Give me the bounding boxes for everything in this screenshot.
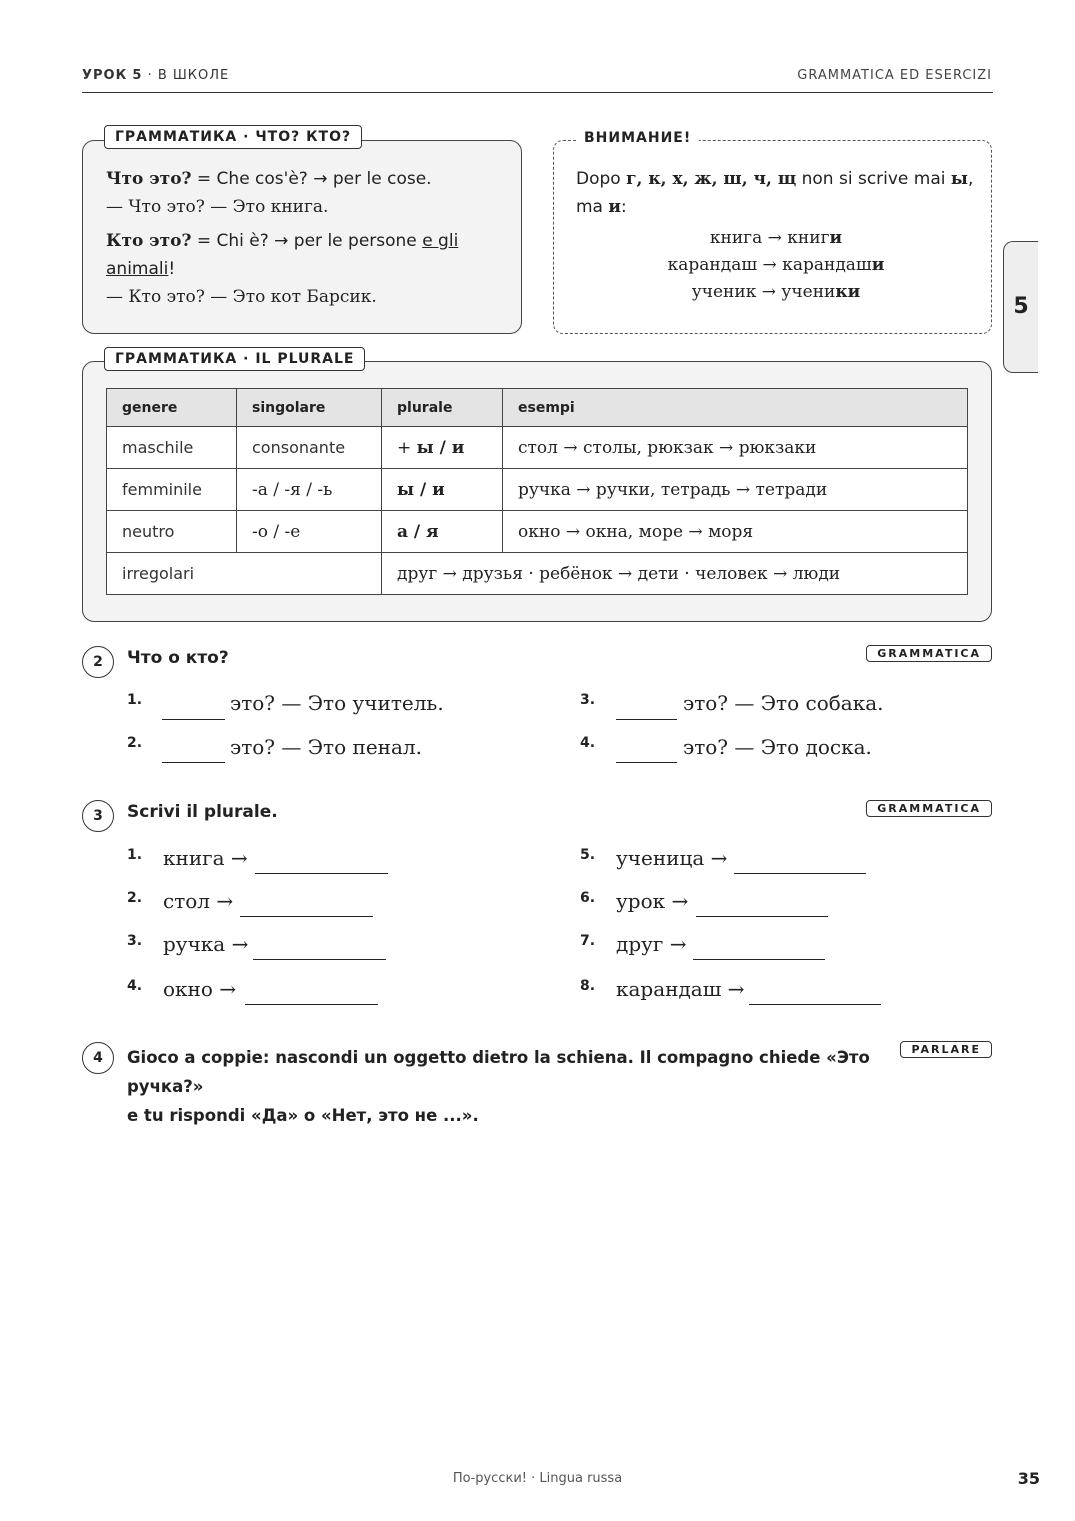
exercise-3-answer-blank[interactable] xyxy=(696,916,828,917)
attention-box-content xyxy=(576,165,976,306)
exercise-4-badge: PARLARE xyxy=(900,1041,992,1058)
attention-example: книга → книги xyxy=(709,228,843,248)
exercise-3-badge: GRAMMATICA xyxy=(866,800,992,817)
exercise-3-item-number: 4. xyxy=(127,978,143,994)
what-question: Что это? xyxy=(106,169,192,189)
exercise-2-item-text: это? — Это пенал. xyxy=(230,735,422,759)
what-meaning: = Che cos'è? → per le cose. xyxy=(191,169,432,189)
grammar-box-what-who-content xyxy=(106,165,506,311)
lesson-header xyxy=(82,68,229,83)
exercise-3-answer-blank[interactable] xyxy=(245,1004,378,1005)
exercise-3-item-number: 2. xyxy=(127,890,143,906)
exercise-3-item-text: ученица → xyxy=(616,846,728,870)
exercise-3-answer-blank[interactable] xyxy=(734,873,866,874)
esempi-cell: окно → окна, море → моря xyxy=(503,511,968,553)
exercise-3-answer-blank[interactable] xyxy=(749,1004,881,1005)
lesson-topic: · В ШКОЛЕ xyxy=(147,68,230,83)
esempi-cell: ручка → ручки, тетрадь → тетради xyxy=(503,469,968,511)
plurale-cell: а / я xyxy=(382,511,503,553)
singolare-cell: -а / -я / -ь xyxy=(237,469,382,511)
attention-box-tag: ВНИМАНИЕ! xyxy=(576,130,699,146)
exercise-3-answer-blank[interactable] xyxy=(240,916,373,917)
header-divider xyxy=(82,92,993,93)
singolare-cell: -о / -е xyxy=(237,511,382,553)
plurale-cell: + ы / и xyxy=(382,427,503,469)
lesson-label: УРОК xyxy=(82,68,128,83)
who-question: Кто это? xyxy=(106,231,192,251)
attention-example: карандаш → карандаши xyxy=(667,255,885,275)
page-number: 35 xyxy=(1017,1469,1040,1488)
table-row xyxy=(107,553,968,595)
exercise-2-answer-blank[interactable] xyxy=(162,762,225,763)
exercise-3-item-number: 5. xyxy=(580,847,596,863)
genere-cell: femminile xyxy=(107,469,237,511)
table-row xyxy=(107,511,968,553)
exercise-3-item-text: урок → xyxy=(616,889,689,913)
attention-examples xyxy=(576,225,976,306)
exercise-2-answer-blank[interactable] xyxy=(162,719,225,720)
what-example: — Что это? — Это книга. xyxy=(106,197,329,217)
exercise-2-item-text: это? — Это учитель. xyxy=(230,691,444,715)
footer-book-title: По-русски! · Lingua russa xyxy=(452,1471,623,1486)
lesson-number: 5 xyxy=(132,68,143,83)
attention-rule-line1: Dopo г, к, х, ж, ш, ч, щ non si scrive mai ы, xyxy=(576,169,974,189)
plural-table-header xyxy=(107,389,968,427)
attention-letter-i: и xyxy=(608,197,621,217)
attention-letter-y: ы xyxy=(950,169,968,189)
exercise-4-instructions xyxy=(127,1043,897,1130)
singolare-cell: consonante xyxy=(237,427,382,469)
exercise-4-number: 4 xyxy=(82,1042,114,1074)
grammar-box-what-who-tag: ГРАММАТИКА · ЧТО? КТО? xyxy=(104,125,362,149)
exercise-3-item-number: 7. xyxy=(580,933,596,949)
what-rule xyxy=(106,165,506,193)
attention-letters: г, к, х, ж, ш, ч, щ xyxy=(626,169,797,189)
column-header: genere xyxy=(107,389,237,427)
exercise-3-answer-blank[interactable] xyxy=(253,959,386,960)
exercise-3-item-text: ручка → xyxy=(163,932,249,956)
table-row xyxy=(107,427,968,469)
exercise-2-item-text: это? — Это доска. xyxy=(683,735,872,759)
chapter-side-tab xyxy=(1003,241,1038,373)
plurale-cell: ы / и xyxy=(382,469,503,511)
column-header: plurale xyxy=(382,389,503,427)
exercise-3-item-text: окно → xyxy=(163,977,237,1001)
exercise-3-item-text: книга → xyxy=(163,846,248,870)
column-header: singolare xyxy=(237,389,382,427)
column-header: esempi xyxy=(503,389,968,427)
exercise-3-item-number: 3. xyxy=(127,933,143,949)
exercise-3-item-text: друг → xyxy=(616,932,687,956)
who-underlined-2: animali xyxy=(106,259,169,279)
attention-example: ученик → ученики xyxy=(691,282,861,302)
genere-cell: maschile xyxy=(107,427,237,469)
who-meaning: = Chi è? → per le persone xyxy=(191,231,423,251)
section-title: GRAMMATICA ED ESERCIZI xyxy=(797,68,992,83)
who-rule xyxy=(106,227,506,255)
exercise-2-item-text: это? — Это собака. xyxy=(683,691,884,715)
exercise-2-answer-blank[interactable] xyxy=(616,762,677,763)
who-example: — Кто это? — Это кот Барсик. xyxy=(106,287,377,307)
chapter-tab-number: 5 xyxy=(1013,294,1029,319)
exercise-3-answer-blank[interactable] xyxy=(255,873,388,874)
irregular-examples-cell: друг → друзья · ребёнок → дети · человек → люди xyxy=(382,553,968,595)
exercise-3-answer-blank[interactable] xyxy=(693,959,825,960)
plural-table xyxy=(106,388,968,595)
attention-rule-line2: ma и: xyxy=(576,197,627,217)
exercise-3-number: 3 xyxy=(82,800,114,832)
who-underlined-1: e gli xyxy=(422,231,459,251)
exercise-2-badge: GRAMMATICA xyxy=(866,645,992,662)
exercise-3-title: Scrivi il plurale. xyxy=(127,802,278,822)
esempi-cell: стол → столы, рюкзак → рюкзаки xyxy=(503,427,968,469)
irregular-label-cell: irregolari xyxy=(107,553,382,595)
exercise-2-number: 2 xyxy=(82,646,114,678)
who-rule-cont xyxy=(106,255,506,283)
genere-cell: neutro xyxy=(107,511,237,553)
exercise-2-answer-blank[interactable] xyxy=(616,719,677,720)
exercise-3-item-number: 1. xyxy=(127,847,143,863)
exercise-2-item-number: 4. xyxy=(580,735,596,751)
exercise-2-item-number: 2. xyxy=(127,735,143,751)
exercise-2-title: Что о кто? xyxy=(127,648,229,668)
exercise-2-item-number: 1. xyxy=(127,692,143,708)
exercise-2-item-number: 3. xyxy=(580,692,596,708)
exercise-3-item-text: стол → xyxy=(163,889,234,913)
exercise-3-item-number: 8. xyxy=(580,978,596,994)
exercise-3-item-text: карандаш → xyxy=(616,977,745,1001)
exercise-3-item-number: 6. xyxy=(580,890,596,906)
exercise-4-line: e tu rispondi «Да» o «Нет, это не ...». xyxy=(127,1106,479,1125)
table-row xyxy=(107,469,968,511)
exercise-4-line: Gioco a coppie: nascondi un oggetto dietro la schiena. Il compagno chiede «Это ручка?» xyxy=(127,1048,870,1096)
who-rule-end: ! xyxy=(168,259,176,279)
grammar-box-plural-tag: ГРАММАТИКА · IL PLURALE xyxy=(104,347,365,371)
